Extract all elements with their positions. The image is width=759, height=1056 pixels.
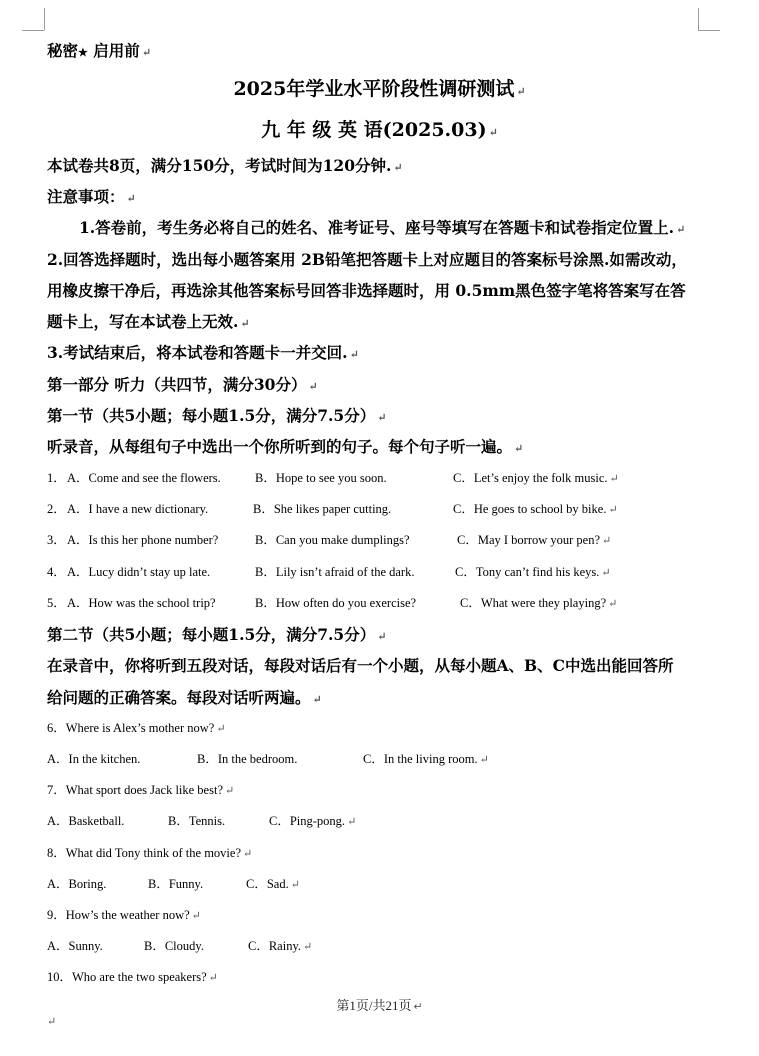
option-c: C．Let’s enjoy the folk music.: [453, 471, 608, 485]
secret-label: 秘密: [47, 41, 79, 60]
paragraph-mark-icon: ↵: [609, 473, 619, 485]
section1-instruction: 听录音，从每组句子中选出一个你所听到的句子。每个句子听一遍。 ↵: [47, 437, 524, 456]
section1-heading: 第一节（共5小题；每小题1.5分，满分7.5分） ↵: [47, 406, 387, 425]
paragraph-mark-icon: ↵: [303, 941, 313, 953]
paragraph-mark-icon: ↵: [312, 693, 322, 706]
status-label: 启用前: [93, 41, 140, 60]
star-icon: ★: [78, 46, 88, 59]
option-a: A．Is this her phone number?: [67, 533, 219, 547]
crop-mark-top-right: [698, 30, 720, 31]
option-c: C．He goes to school by bike.: [453, 502, 607, 516]
paragraph-mark-icon: ↵: [608, 504, 618, 516]
option-a: A．Lucy didn’t stay up late.: [67, 565, 211, 579]
section2-instruction-line-1: 在录音中，你将听到五段对话，每段对话后有一个小题，从每小题A、B、C中选出能回答所: [47, 656, 674, 675]
paragraph-mark-icon: ↵: [208, 972, 218, 984]
option-c: C．Rainy.: [248, 939, 302, 953]
option-b: B．Lily isn’t afraid of the dark.: [255, 565, 415, 579]
question-4: 4．A．Lucy didn’t stay up late. B．Lily isn’t afraid of the dark. C．Tony can’t find his keys. ↵: [47, 562, 611, 580]
question-8: 8．What did Tony think of the movie? ↵: [47, 846, 253, 860]
question-2: 2．A．I have a new dictionary. B．She likes paper cutting. C．He goes to school by bike. ↵: [47, 499, 618, 517]
option-b: B．Can you make dumplings?: [255, 533, 410, 547]
exam-subtitle: 九 年 级 英 语(2025.03) ↵: [261, 119, 498, 141]
option-b: B．Hope to see you soon.: [255, 471, 387, 485]
paragraph-mark-icon: ↵: [308, 380, 318, 393]
paragraph-mark-icon: ↵: [601, 567, 611, 579]
option-c: C．May I borrow your pen?: [457, 533, 601, 547]
paragraph-mark-icon: ↵: [516, 85, 526, 98]
note-2-line-2: 用橡皮擦干净后，再选涂其他答案标号回答非选择题时，用 0.5mm黑色签字笔将答案写在答: [47, 281, 686, 300]
note-1: 1.答卷前，考生务必将自己的姓名、准考证号、座号等填写在答题卡和试卷指定位置上. ↵: [79, 218, 686, 237]
question-10: 10．Who are the two speakers? ↵: [47, 970, 218, 984]
option-b: B．Funny.: [148, 877, 204, 891]
option-b: B．Tennis.: [168, 814, 226, 828]
option-a: A．Sunny.: [47, 939, 103, 953]
option-a: A．Come and see the flowers.: [67, 471, 221, 485]
note-3: 3.考试结束后，将本试卷和答题卡一并交回. ↵: [47, 343, 359, 362]
paragraph-mark-icon: ↵: [349, 348, 359, 361]
section2-instruction-line-2: 给问题的正确答案。每段对话听两遍。 ↵: [47, 688, 322, 707]
paragraph-mark-icon: ↵: [488, 126, 498, 139]
option-c: C．What were they playing?: [460, 596, 607, 610]
option-c: C．Ping-pong.: [269, 814, 346, 828]
paragraph-mark-icon: ↵: [608, 598, 618, 610]
note-2-line-1: 2.回答选择题时，选出每小题答案用 2B铅笔把答题卡上对应题目的答案标号涂黑.如需改动，: [47, 250, 687, 269]
option-a: A．How was the school trip?: [67, 596, 216, 610]
question-6-options: [47, 749, 489, 767]
paragraph-mark-icon: ↵: [243, 848, 253, 860]
crop-mark-top-left-vertical: [44, 8, 45, 30]
paragraph-mark-icon: ↵: [479, 754, 489, 766]
paragraph-mark-icon: ↵: [377, 411, 387, 424]
question-5: 5．A．How was the school trip? B．How often do you exercise? C．What were they playing? ↵: [47, 593, 617, 611]
question-8-options: [47, 874, 300, 892]
option-b: B．She likes paper cutting.: [253, 502, 392, 516]
paragraph-mark-icon: ↵: [676, 223, 686, 236]
option-a: A．Boring.: [47, 877, 107, 891]
paragraph-mark-icon: ↵: [240, 317, 250, 330]
paragraph-mark-icon: ↵: [347, 816, 357, 828]
paragraph-mark-icon: ↵: [514, 442, 524, 455]
paragraph-mark-icon: ↵: [225, 785, 235, 797]
option-b: B．How often do you exercise?: [255, 596, 417, 610]
paragraph-mark: ↵: [47, 1015, 57, 1028]
option-a: A．In the kitchen.: [47, 752, 141, 766]
part1-heading: 第一部分 听力（共四节，满分30分） ↵: [47, 375, 318, 394]
option-b: B．Cloudy.: [144, 939, 204, 953]
confidential-header: [47, 39, 151, 61]
question-9-options: [47, 936, 312, 954]
option-c: C．Tony can’t find his keys.: [455, 565, 600, 579]
option-a: A．Basketball.: [47, 814, 125, 828]
paragraph-mark-icon: ↵: [191, 910, 201, 922]
question-7-options: [47, 811, 356, 829]
paragraph-mark-icon: ↵: [393, 161, 403, 174]
question-9: 9．How’s the weather now? ↵: [47, 908, 201, 922]
notes-label: 注意事项： ↵: [47, 187, 136, 206]
option-c: C．In the living room.: [363, 752, 478, 766]
option-b: B．In the bedroom.: [197, 752, 298, 766]
exam-intro: 本试卷共8页，满分150分，考试时间为120分钟. ↵: [47, 156, 403, 175]
paragraph-mark-icon: ↵: [290, 879, 300, 891]
question-6: 6．Where is Alex’s mother now? ↵: [47, 721, 226, 735]
paragraph-mark-icon: ↵: [413, 1001, 423, 1013]
exam-title: 2025年学业水平阶段性调研测试 ↵: [233, 78, 526, 100]
note-2-line-3: 题卡上，写在本试卷上无效. ↵: [47, 312, 250, 331]
paragraph-mark-icon: ↵: [602, 535, 612, 547]
paragraph-mark-icon: ↵: [126, 192, 136, 205]
crop-mark-top-right-vertical: [698, 8, 699, 30]
question-7: 7．What sport does Jack like best? ↵: [47, 783, 235, 797]
question-3: 3．A．Is this her phone number? B．Can you make dumplings? C．May I borrow your pen? ↵: [47, 530, 611, 548]
option-a: A．I have a new dictionary.: [67, 502, 209, 516]
section2-heading: 第二节（共5小题；每小题1.5分，满分7.5分） ↵: [47, 625, 387, 644]
option-c: C．Sad.: [246, 877, 289, 891]
question-1: 1．A．Come and see the flowers. B．Hope to see you soon. C．Let’s enjoy the folk music. ↵: [47, 468, 619, 486]
paragraph-mark-icon: ↵: [377, 630, 387, 643]
page-footer: 第1页/共21页 ↵: [336, 998, 423, 1013]
paragraph-mark-icon: ↵: [216, 723, 226, 735]
crop-mark-top-left: [22, 30, 44, 31]
paragraph-mark-icon: ↵: [141, 46, 152, 59]
